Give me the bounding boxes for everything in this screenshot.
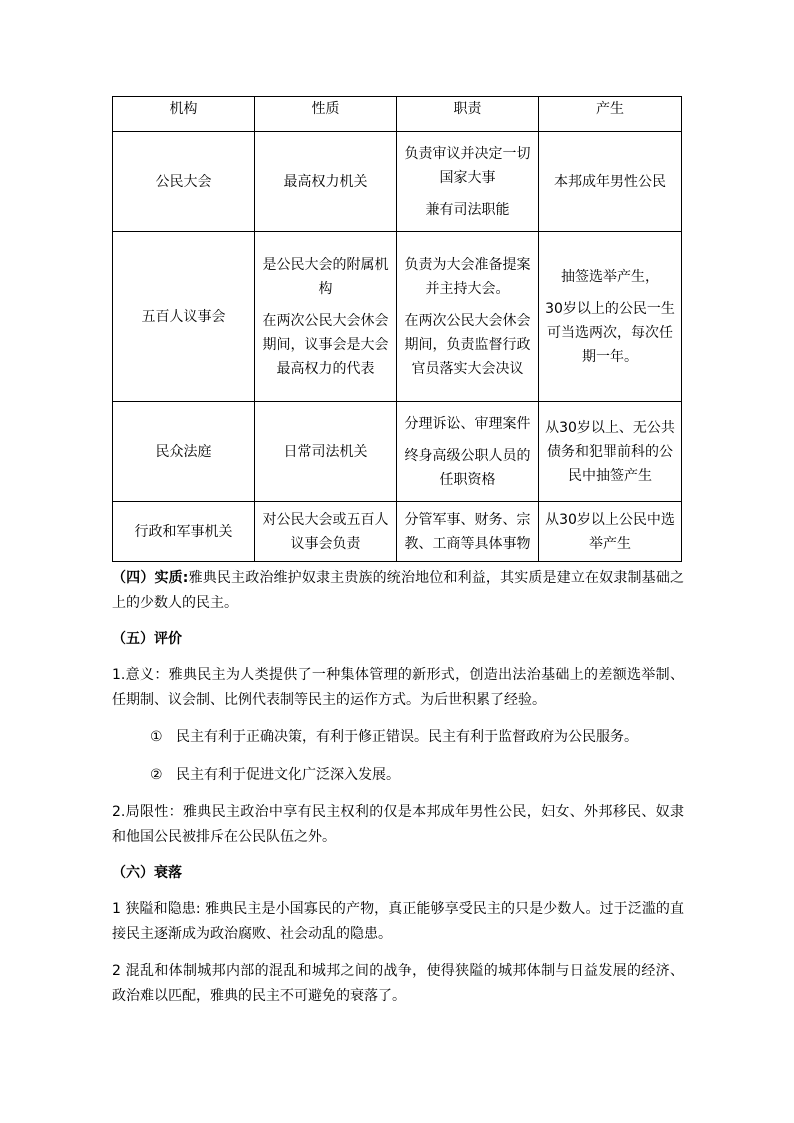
cell-institution: 民众法庭 (113, 402, 255, 502)
cell-text: 分理诉讼、审理案件 (404, 415, 531, 432)
cell-text: 本邦成年男性公民 (554, 173, 666, 190)
evaluation-meaning (112, 663, 684, 713)
cell-duties (397, 132, 539, 232)
cell-text: 分管军事、财务、宗教、工商等具体事物 (404, 511, 531, 552)
cell-nature (255, 402, 397, 502)
point-1-marker: ① (150, 729, 163, 745)
cell-text: 30岁以上的公民一生可当选两次，每次任期一年。 (545, 300, 675, 365)
point-2-text: 民主有利于促进文化广泛深入发展。 (176, 767, 400, 783)
cell-text: 最高权力机关 (283, 173, 368, 190)
evaluation-point-2 (150, 763, 684, 788)
cell-text: 从30岁以上、无公共债务和犯罪前科的公民中抽签产生 (545, 419, 675, 484)
table-row (113, 402, 682, 502)
cell-formation (539, 502, 682, 562)
header-duties: 职责 (397, 97, 539, 132)
cell-text: 日常司法机关 (283, 443, 368, 460)
point-1-text: 民主有利于正确决策，有利于修正错误。民主有利于监督政府为公民服务。 (176, 729, 638, 745)
table-row (113, 132, 682, 232)
cell-institution: 五百人议事会 (113, 232, 255, 402)
section-evaluation-heading: （五）评价 (112, 631, 182, 647)
cell-formation (539, 402, 682, 502)
table-row (113, 232, 682, 402)
cell-duties (397, 502, 539, 562)
cell-institution: 行政和军事机关 (113, 502, 255, 562)
cell-text: 对公民大会或五百人议事会负责 (262, 511, 389, 552)
cell-text: 终身高级公职人员的任职资格 (404, 447, 531, 488)
cell-nature (255, 132, 397, 232)
limitation-paragraph: 2.局限性：雅典民主政治中享有民主权利的仅是本邦成年男性公民，妇女、外邦移民、奴隶和他国公民被排斥在公民队伍之外。 (112, 804, 684, 845)
cell-nature (255, 502, 397, 562)
table-header-row (113, 97, 682, 132)
decline-item-2-text: 2 混乱和体制城邦内部的混乱和城邦之间的战争，使得狭隘的城邦体制与日益发展的经济、政治难以匹配，雅典的民主不可避免的衰落了。 (112, 963, 684, 1004)
cell-institution: 公民大会 (113, 132, 255, 232)
evaluation-limitation (112, 800, 684, 850)
point-2-marker: ② (150, 767, 163, 783)
evaluation-point-1 (150, 725, 684, 750)
cell-duties (397, 402, 539, 502)
decline-item-1-text: 1 狭隘和隐患: 雅典民主是小国寡民的产物，真正能够享受民主的只是少数人。过于泛滥的直接民主逐渐成为政治腐败、社会动乱的隐患。 (112, 901, 684, 942)
institutions-table (112, 96, 682, 562)
essence-paragraph (112, 566, 684, 616)
decline-item-1 (112, 897, 684, 947)
cell-formation (539, 232, 682, 402)
cell-formation (539, 132, 682, 232)
essence-text: 雅典民主政治维护奴隶主贵族的统治地位和利益，其实质是建立在奴隶制基础之上的少数人的民主。 (112, 570, 684, 611)
table-row (113, 502, 682, 562)
cell-text: 在两次公民大会休会期间，负责监督行政官员落实大会决议 (404, 312, 531, 377)
cell-text: 从30岁以上公民中选举产生 (545, 511, 675, 552)
essence-label: （四）实质: (112, 570, 189, 586)
cell-duties (397, 232, 539, 402)
header-formation: 产生 (539, 97, 682, 132)
meaning-paragraph: 1.意义：雅典民主为人类提供了一种集体管理的新形式，创造出法治基础上的差额选举制、任期制、议会制、比例代表制等民主的运作方式。为后世积累了经验。 (112, 667, 684, 708)
cell-text: 负责为大会准备提案并主持大会。 (404, 256, 531, 297)
cell-text: 负责审议并决定一切国家大事 (404, 145, 531, 186)
section-decline-heading: （六）衰落 (112, 865, 182, 881)
header-nature: 性质 (255, 97, 397, 132)
header-institution: 机构 (113, 97, 255, 132)
cell-nature (255, 232, 397, 402)
cell-text: 抽签选举产生， (561, 268, 659, 285)
cell-text: 在两次公民大会休会期间，议事会是大会最高权力的代表 (262, 312, 389, 377)
decline-item-2 (112, 959, 684, 1009)
section-essence (112, 566, 684, 616)
cell-text: 是公民大会的附属机构 (262, 256, 389, 297)
cell-text: 兼有司法职能 (425, 201, 510, 218)
